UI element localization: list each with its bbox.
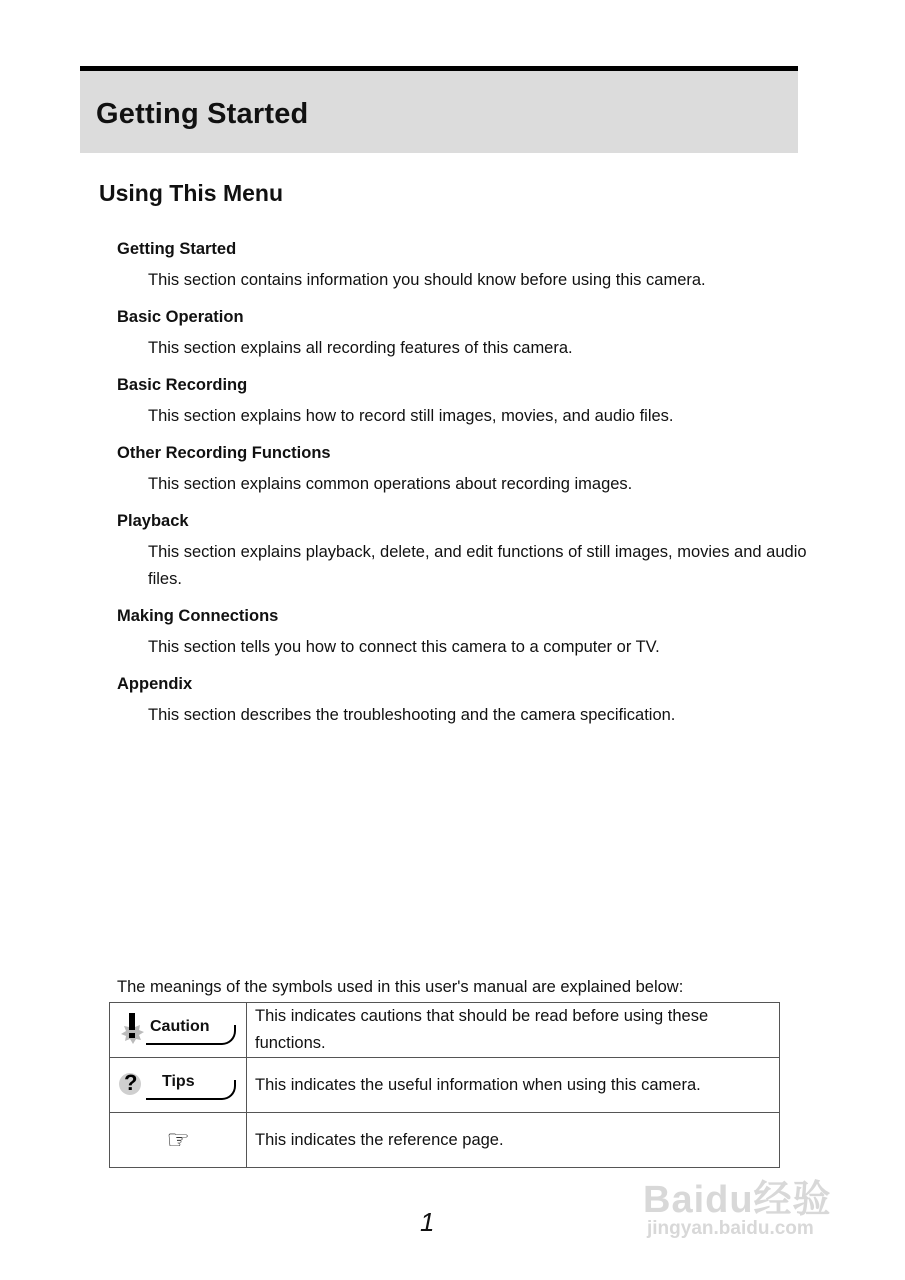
entry-desc: This section explains how to record still images, movies, and audio files.: [148, 407, 674, 425]
entry-title: Appendix: [117, 675, 193, 693]
entry-desc: This section explains playback, delete, and edit functions of still images, movies and audio files.: [148, 543, 807, 588]
chapter-title: Getting Started: [96, 98, 309, 130]
caution-badge: [118, 1013, 240, 1047]
entry-other-recording: [117, 443, 807, 498]
entry-title: Playback: [117, 512, 189, 530]
symbol-desc: This indicates the useful information when using this camera.: [247, 1058, 780, 1113]
entry-title: Making Connections: [117, 607, 279, 625]
entry-desc: This section describes the troubleshooting and the camera specification.: [148, 706, 676, 724]
chapter-header: [80, 66, 798, 153]
page-number: 1: [420, 1207, 435, 1237]
watermark-url: jingyan.baidu.com: [647, 1218, 814, 1239]
symbol-cell: [110, 1058, 247, 1113]
table-row: [110, 1003, 780, 1058]
tips-badge: [118, 1068, 240, 1102]
symbols-table: [109, 1002, 780, 1168]
tips-icon: [118, 1068, 146, 1100]
symbol-cell: [110, 1003, 247, 1058]
watermark: [643, 1150, 853, 1245]
caution-label: Caution: [150, 1018, 210, 1035]
symbol-desc: This indicates cautions that should be read before using these functions.: [247, 1003, 780, 1058]
entry-basic-recording: [117, 375, 807, 430]
entry-desc: This section tells you how to connect this camera to a computer or TV.: [148, 638, 660, 656]
symbol-desc: This indicates the reference page.: [247, 1113, 780, 1168]
symbols-intro: The meanings of the symbols used in this user's manual are explained below:: [117, 978, 684, 996]
caution-icon: [118, 1013, 146, 1045]
watermark-logo: Baidu经验: [643, 1179, 832, 1221]
symbol-cell: [110, 1113, 247, 1168]
entry-getting-started: [117, 239, 807, 294]
svg-text:?: ?: [124, 1070, 138, 1095]
entry-title: Getting Started: [117, 240, 237, 258]
menu-entries: [117, 239, 807, 742]
pointing-hand-icon: ☞: [166, 1124, 190, 1155]
entry-title: Other Recording Functions: [117, 444, 331, 462]
entry-desc: This section contains information you should know before using this camera.: [148, 271, 706, 289]
entry-basic-operation: [117, 307, 807, 362]
entry-desc: This section explains common operations about recording images.: [148, 475, 633, 493]
entry-title: Basic Recording: [117, 376, 248, 394]
entry-making-connections: [117, 606, 807, 661]
section-title: Using This Menu: [99, 180, 283, 206]
entry-appendix: [117, 674, 807, 729]
entry-desc: This section explains all recording features of this camera.: [148, 339, 573, 357]
table-row: [110, 1058, 780, 1113]
entry-title: Basic Operation: [117, 308, 244, 326]
tips-label: Tips: [162, 1073, 195, 1090]
entry-playback: [117, 511, 807, 593]
